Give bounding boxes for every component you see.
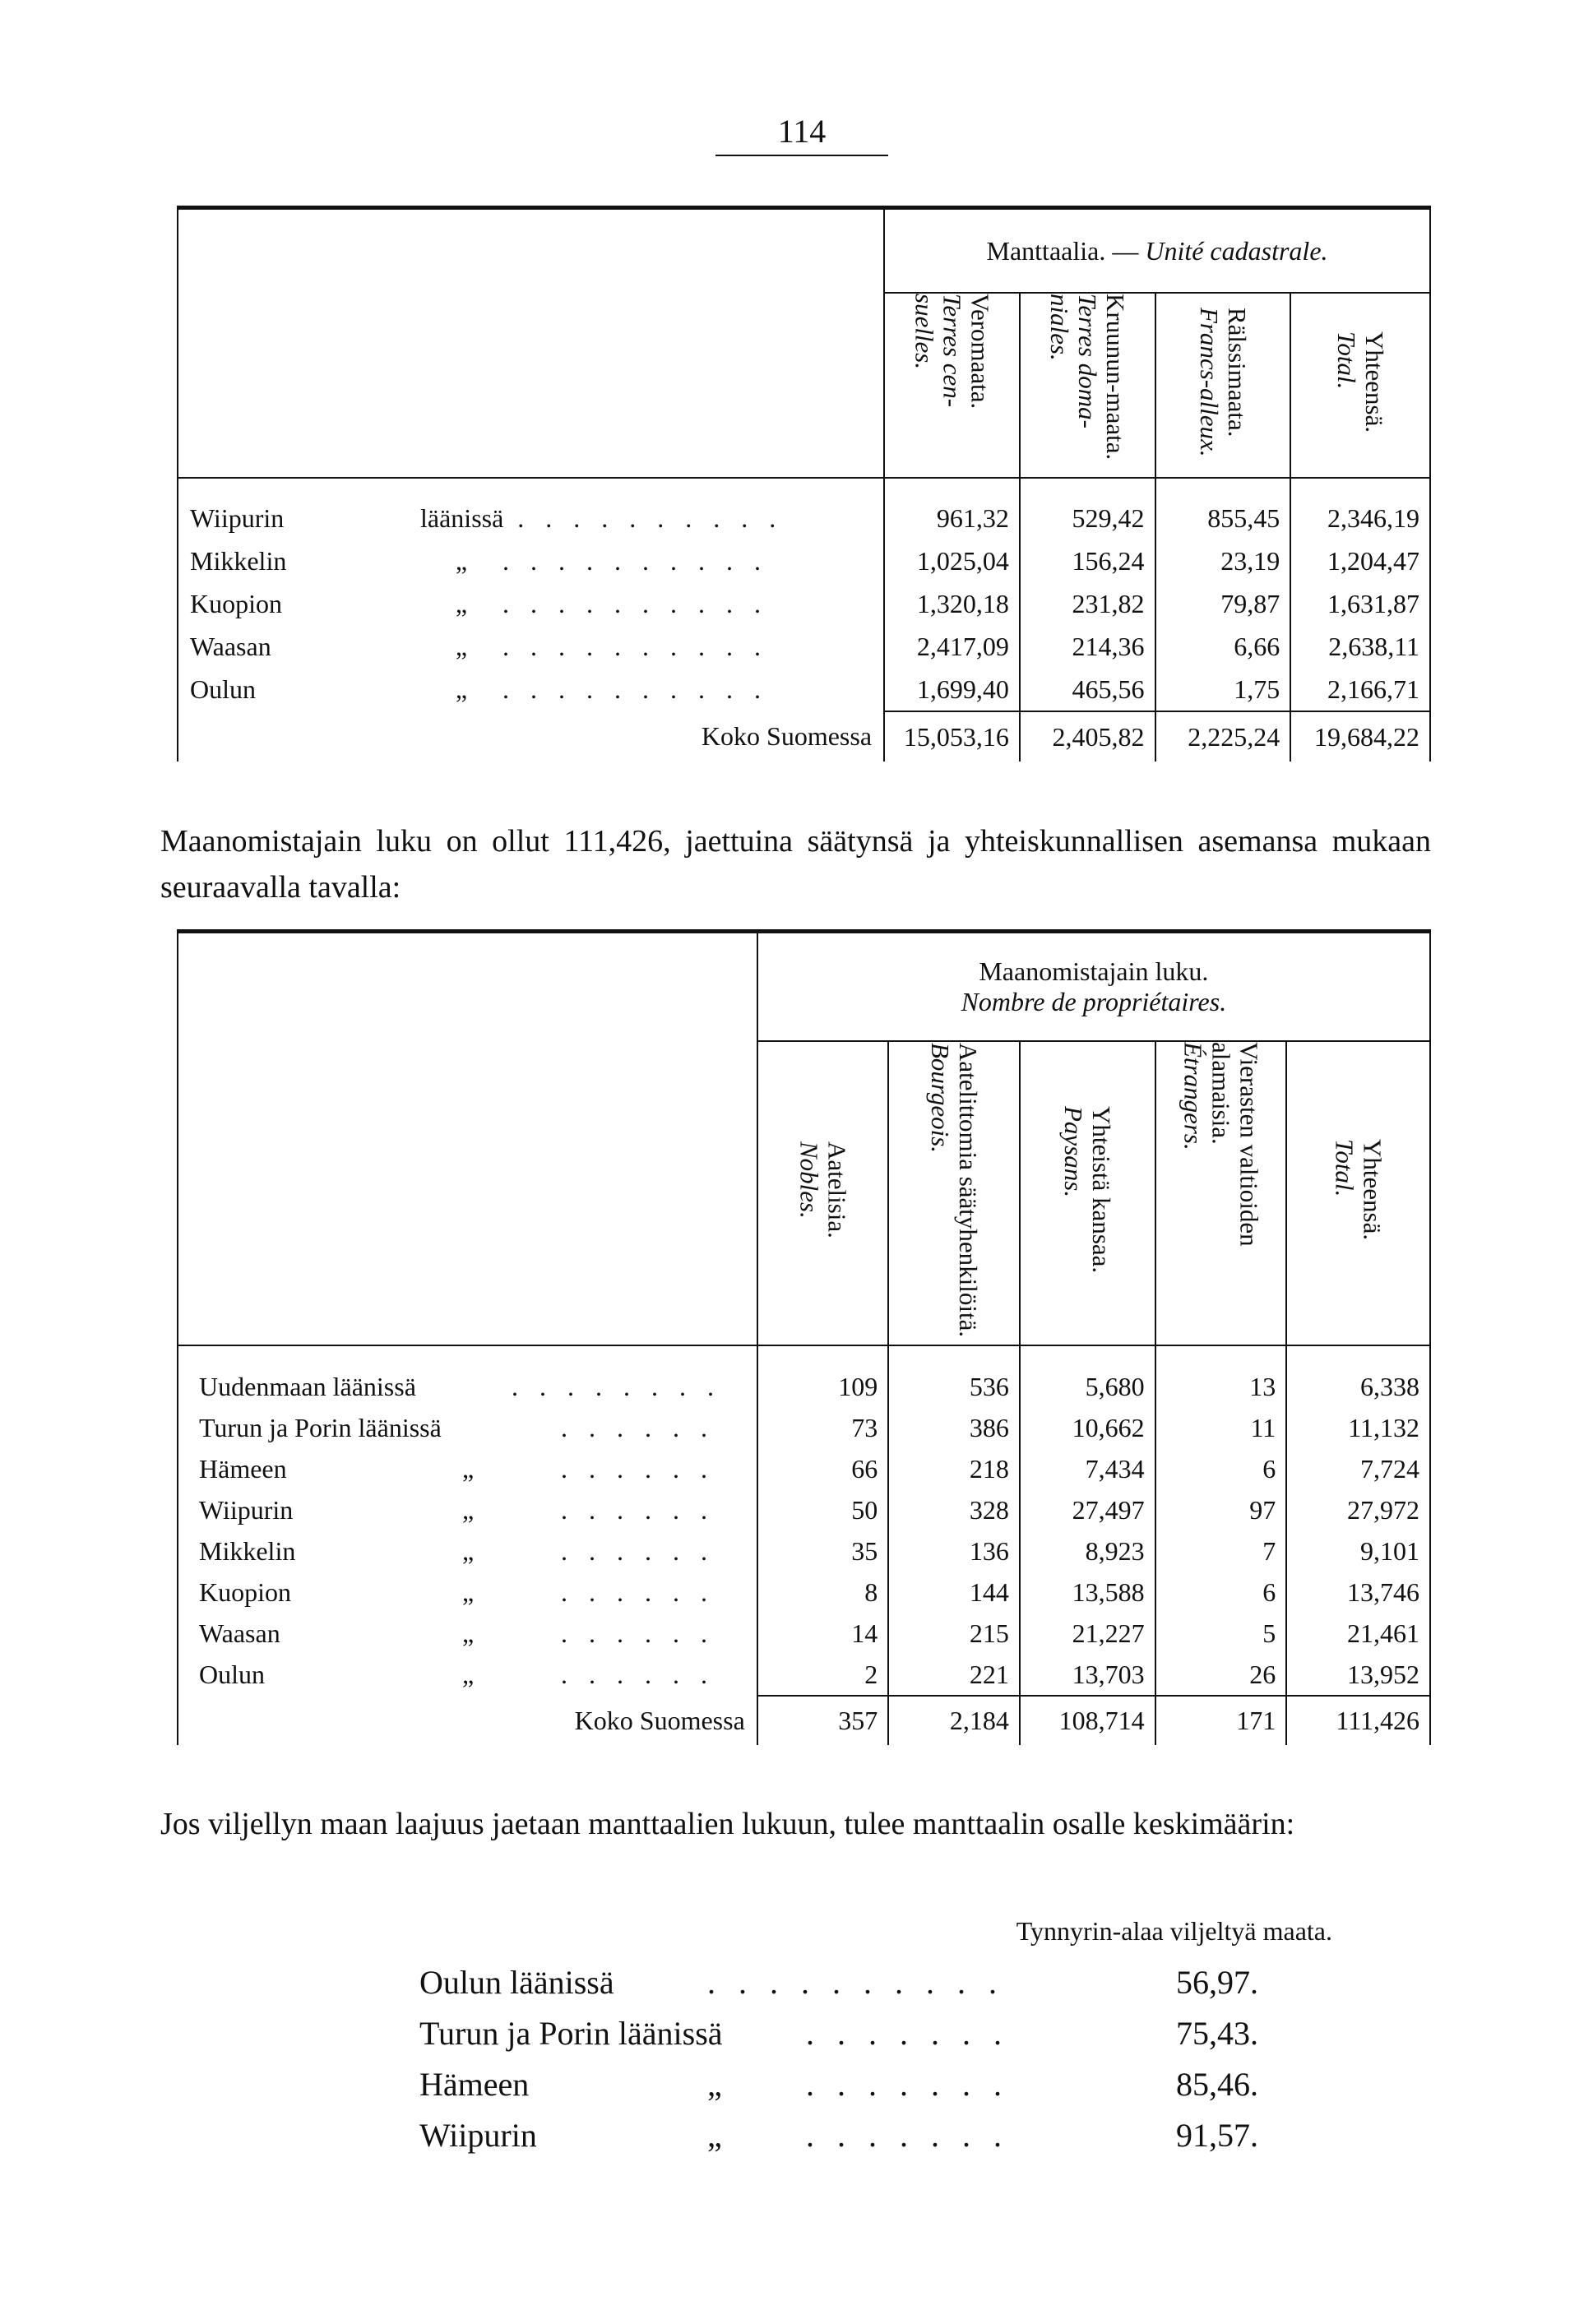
table-total-row: Koko Suomessa 15,053,16 2,405,82 2,225,24 19,684,22 [178, 711, 1430, 762]
table2-col-header-2: Aatelittomia säätyhenkilöitä. Bourgeois. [888, 1041, 1020, 1345]
table-row: Oulun „ . . . . . . 2 221 13,703 26 13,952 [178, 1654, 1430, 1696]
table-row: Mikkelin „ . . . . . . . . . . 1,025,04 156,24 23,19 1,204,47 [178, 539, 1430, 582]
table-row: Turun ja Porin läänissä . . . . . . 73 386 10,662 11 11,132 [178, 1407, 1430, 1448]
table-row: Kuopion „ . . . . . . 8 144 13,588 6 13,746 [178, 1572, 1430, 1613]
table2-stub-header [178, 932, 757, 1346]
averages-header: Tynnyrin-alaa viljeltyä maata. [1016, 1916, 1332, 1946]
table-row: Mikkelin „ . . . . . . 35 136 8,923 7 9,101 [178, 1530, 1430, 1572]
table1-stub-header [178, 208, 884, 479]
list-item: Turun ja Porin läänissä . . . . . . . 75,43. [419, 2015, 1258, 2052]
table-total-row: Koko Suomessa 357 2,184 108,714 171 111,426 [178, 1696, 1430, 1745]
table2-col-header-5: Yhteensä. Total. [1286, 1041, 1430, 1345]
list-item: Oulun läänissä . . . . . . . . . . 56,97. [419, 1964, 1258, 2001]
table-row: Waasan „ . . . . . . . . . . 2,417,09 214,36 6,66 2,638,11 [178, 625, 1430, 668]
table-row: Wiipurin läänissä . . . . . . . . . . 961,32 529,42 855,45 2,346,19 [178, 497, 1430, 539]
table-row: Waasan „ . . . . . . 14 215 21,227 5 21,461 [178, 1613, 1430, 1654]
table1-col-header-2: Kruunun-maata. Terres doma-niales. [1020, 293, 1155, 478]
table2-group-header: Maanomistajain luku. Nombre de propriétaires. [757, 932, 1430, 1042]
table-row: Oulun „ . . . . . . . . . . 1,699,40 465,56 1,75 2,166,71 [178, 668, 1430, 711]
averages-list [419, 1916, 1365, 2161]
table1-col-header-4: Yhteensä. Total. [1290, 293, 1430, 478]
page-number: 114 [715, 112, 888, 156]
table2-col-header-1: Aatelisia. Nobles. [757, 1041, 889, 1345]
paragraph-average: Jos viljellyn maan laajuus jaetaan manttaalien lukuun, tulee manttaalin osalle keskimäärin: [160, 1807, 1295, 1841]
table2-col-header-4: Vierasten valtioiden alamaisia. Étrangers. [1155, 1041, 1287, 1345]
table-row: Hämeen „ . . . . . . 66 218 7,434 6 7,724 [178, 1448, 1430, 1489]
table2-col-header-3: Yhteistä kansaa. Paysans. [1020, 1041, 1155, 1345]
landowners-table [177, 929, 1431, 1745]
table1-col-header-3: Rälssimaata. Francs-alleux. [1155, 293, 1291, 478]
cadastral-units-table [177, 206, 1431, 762]
table1-group-header: Manttaalia. — Unité cadastrale. [884, 208, 1430, 294]
list-item: Wiipurin „ . . . . . . . 91,57. [419, 2117, 1258, 2154]
paragraph-landowners: Maanomistajain luku on ollut 111,426, jaettuina säätynsä ja yhteiskunnallisen asemansa mukaan seuraavalla tavalla: [160, 824, 1431, 905]
table-row: Wiipurin „ . . . . . . 50 328 27,497 97 27,972 [178, 1489, 1430, 1530]
list-item: Hämeen „ . . . . . . . 85,46. [419, 2066, 1258, 2103]
table-row: Uudenmaan läänissä . . . . . . . . 109 536 5,680 13 6,338 [178, 1366, 1430, 1407]
table-row: Kuopion „ . . . . . . . . . . 1,320,18 231,82 79,87 1,631,87 [178, 582, 1430, 625]
table1-col-header-1: Veromaata. Terres cen-suelles. [884, 293, 1020, 478]
